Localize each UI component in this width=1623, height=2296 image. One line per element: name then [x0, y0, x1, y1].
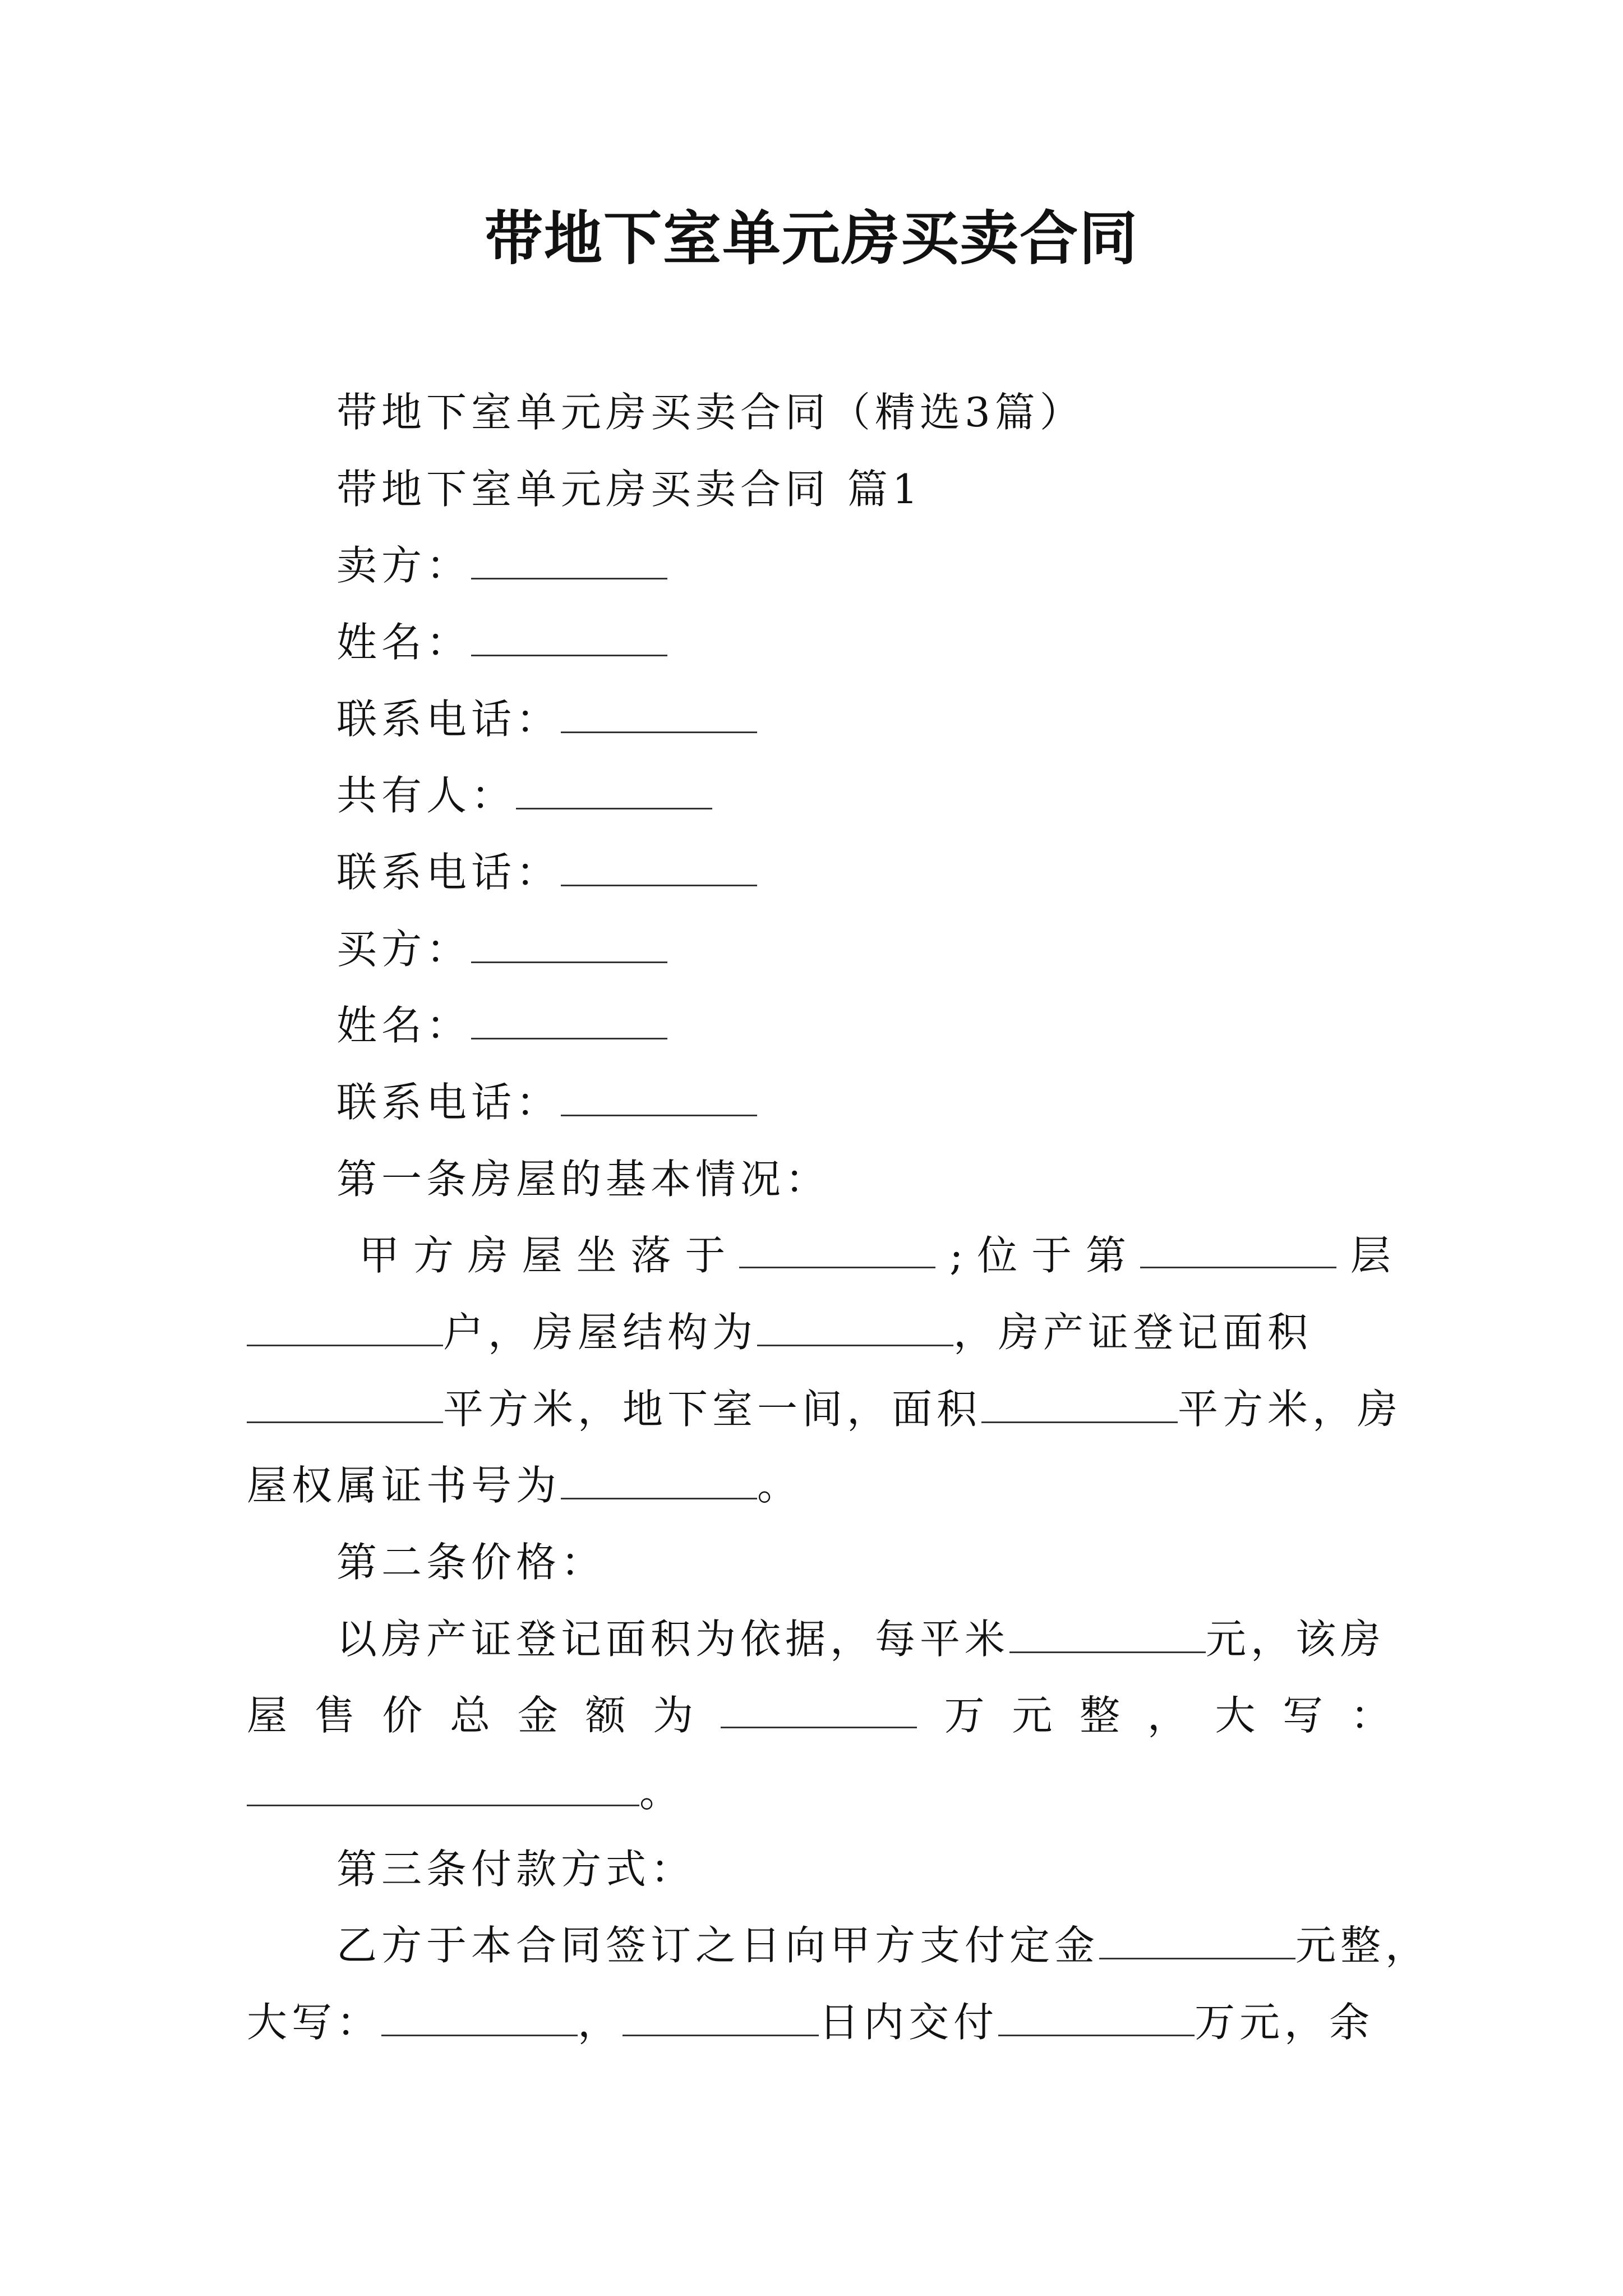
document-title: 带地下室单元房买卖合同: [484, 204, 1138, 273]
location-blank: [739, 1227, 935, 1268]
text-run: 元，该房: [1206, 1616, 1386, 1663]
text-char: 方: [413, 1232, 454, 1279]
article2-heading: 第二条价格：: [336, 1539, 606, 1586]
days-blank: [623, 1995, 819, 2036]
buyer-name-blank: [471, 999, 667, 1039]
article1-line1: [359, 1227, 1391, 1283]
text-run: 大写：: [247, 1999, 382, 2046]
text-char: 屋: [522, 1232, 562, 1279]
text-char: 屋: [247, 1692, 288, 1739]
text-char: ：: [1350, 1692, 1391, 1739]
seller-phone-label: 联系电话：: [336, 696, 561, 743]
deposit-blank: [1099, 1918, 1295, 1959]
seller-label: 卖方：: [336, 542, 472, 589]
buyer-phone-label: 联系电话：: [336, 1079, 561, 1126]
buyer-phone-field: [336, 1074, 1391, 1130]
text-char: 位: [977, 1232, 1018, 1279]
text-char: 金: [517, 1692, 558, 1739]
article2-line3: [247, 1764, 1391, 1820]
text-run: 。: [757, 1462, 803, 1509]
text-char: 价: [382, 1692, 423, 1739]
text-char: 于: [1031, 1232, 1072, 1279]
text-char: 整: [1080, 1692, 1121, 1739]
seller-blank: [471, 539, 667, 579]
seller-field: [336, 537, 1391, 593]
article1-line3: [247, 1381, 1403, 1437]
area-blank: [247, 1382, 443, 1423]
buyer-phone-blank: [561, 1075, 757, 1116]
text-char: 写: [1283, 1692, 1324, 1739]
article2-line1: [336, 1611, 1391, 1667]
buyer-name-label: 姓名：: [336, 1002, 472, 1049]
article1-line2: [247, 1304, 1391, 1360]
article3-heading: 第三条付款方式：: [336, 1846, 696, 1893]
text-run: 万元，余: [1195, 1999, 1375, 2046]
floor-blank: [1140, 1227, 1336, 1268]
text-char: 甲: [359, 1232, 400, 1279]
text-char: 额: [585, 1692, 626, 1739]
basement-area-blank: [981, 1382, 1178, 1423]
certificate-blank: [561, 1458, 757, 1499]
total-price-blank: [721, 1687, 917, 1728]
seller-name-blank: [471, 615, 667, 656]
article1-heading: 第一条房屋的基本情况：: [336, 1156, 831, 1203]
text-run: ，: [578, 1999, 623, 2046]
text-char: 万: [944, 1692, 985, 1739]
deposit-words-blank: [381, 1995, 578, 2036]
co-owner-label: 共有人：: [336, 772, 517, 819]
article3-line1: [336, 1917, 1431, 1973]
text-char: 落: [630, 1232, 671, 1279]
text-run: 乙方于本合同签订之日向甲方支付定金: [336, 1922, 1100, 1969]
co-owner-phone-label: 联系电话：: [336, 849, 561, 896]
co-owner-phone-field: [336, 844, 1391, 900]
text-run: 平方米，地下室一间，面积: [443, 1386, 982, 1433]
text-run: 以房产证登记面积为依据，每平米: [336, 1616, 1010, 1663]
structure-blank: [757, 1305, 953, 1346]
buyer-label: 买方：: [336, 926, 472, 973]
text-char: 层: [1350, 1232, 1391, 1279]
unit-price-blank: [1009, 1612, 1206, 1653]
text-char: ;: [949, 1232, 963, 1279]
seller-name-field: [336, 614, 1391, 670]
payment-blank: [998, 1995, 1195, 2036]
text-char: 第: [1086, 1232, 1127, 1279]
article2-line2: [247, 1687, 1391, 1743]
text-char: 元: [1012, 1692, 1053, 1739]
text-run: 屋权属证书号为: [247, 1462, 561, 1509]
text-char: 总: [450, 1692, 491, 1739]
text-run: ，房产证登记面积: [953, 1309, 1313, 1356]
unit-blank: [247, 1305, 443, 1346]
text-char: 房: [467, 1232, 508, 1279]
buyer-blank: [471, 922, 667, 963]
co-owner-blank: [516, 769, 712, 809]
text-char: ，: [1147, 1692, 1188, 1739]
article1-line4: [247, 1457, 1391, 1513]
text-run: 户，房屋结构为: [443, 1309, 758, 1356]
text-char: 售: [314, 1692, 355, 1739]
text-run: 日内交付: [819, 1999, 999, 2046]
seller-name-label: 姓名：: [336, 619, 472, 666]
co-owner-phone-blank: [561, 845, 757, 886]
amount-in-words-blank: [247, 1765, 639, 1806]
buyer-field: [336, 921, 1391, 977]
text-char: 大: [1215, 1692, 1256, 1739]
text-char: 为: [653, 1692, 694, 1739]
text-char: 于: [685, 1232, 726, 1279]
part-heading: 带地下室单元房买卖合同 篇1: [336, 466, 923, 513]
document-subtitle: 带地下室单元房买卖合同（精选3篇）: [336, 389, 1085, 436]
article3-line2: [247, 1994, 1391, 2050]
seller-phone-blank: [561, 692, 757, 733]
text-run: 元整，: [1295, 1922, 1431, 1969]
seller-phone-field: [336, 691, 1391, 747]
co-owner-field: [336, 767, 1391, 823]
text-run: 平方米，房: [1178, 1386, 1403, 1433]
text-char: 坐: [576, 1232, 617, 1279]
text-run: 。: [639, 1769, 685, 1816]
buyer-name-field: [336, 997, 1391, 1053]
